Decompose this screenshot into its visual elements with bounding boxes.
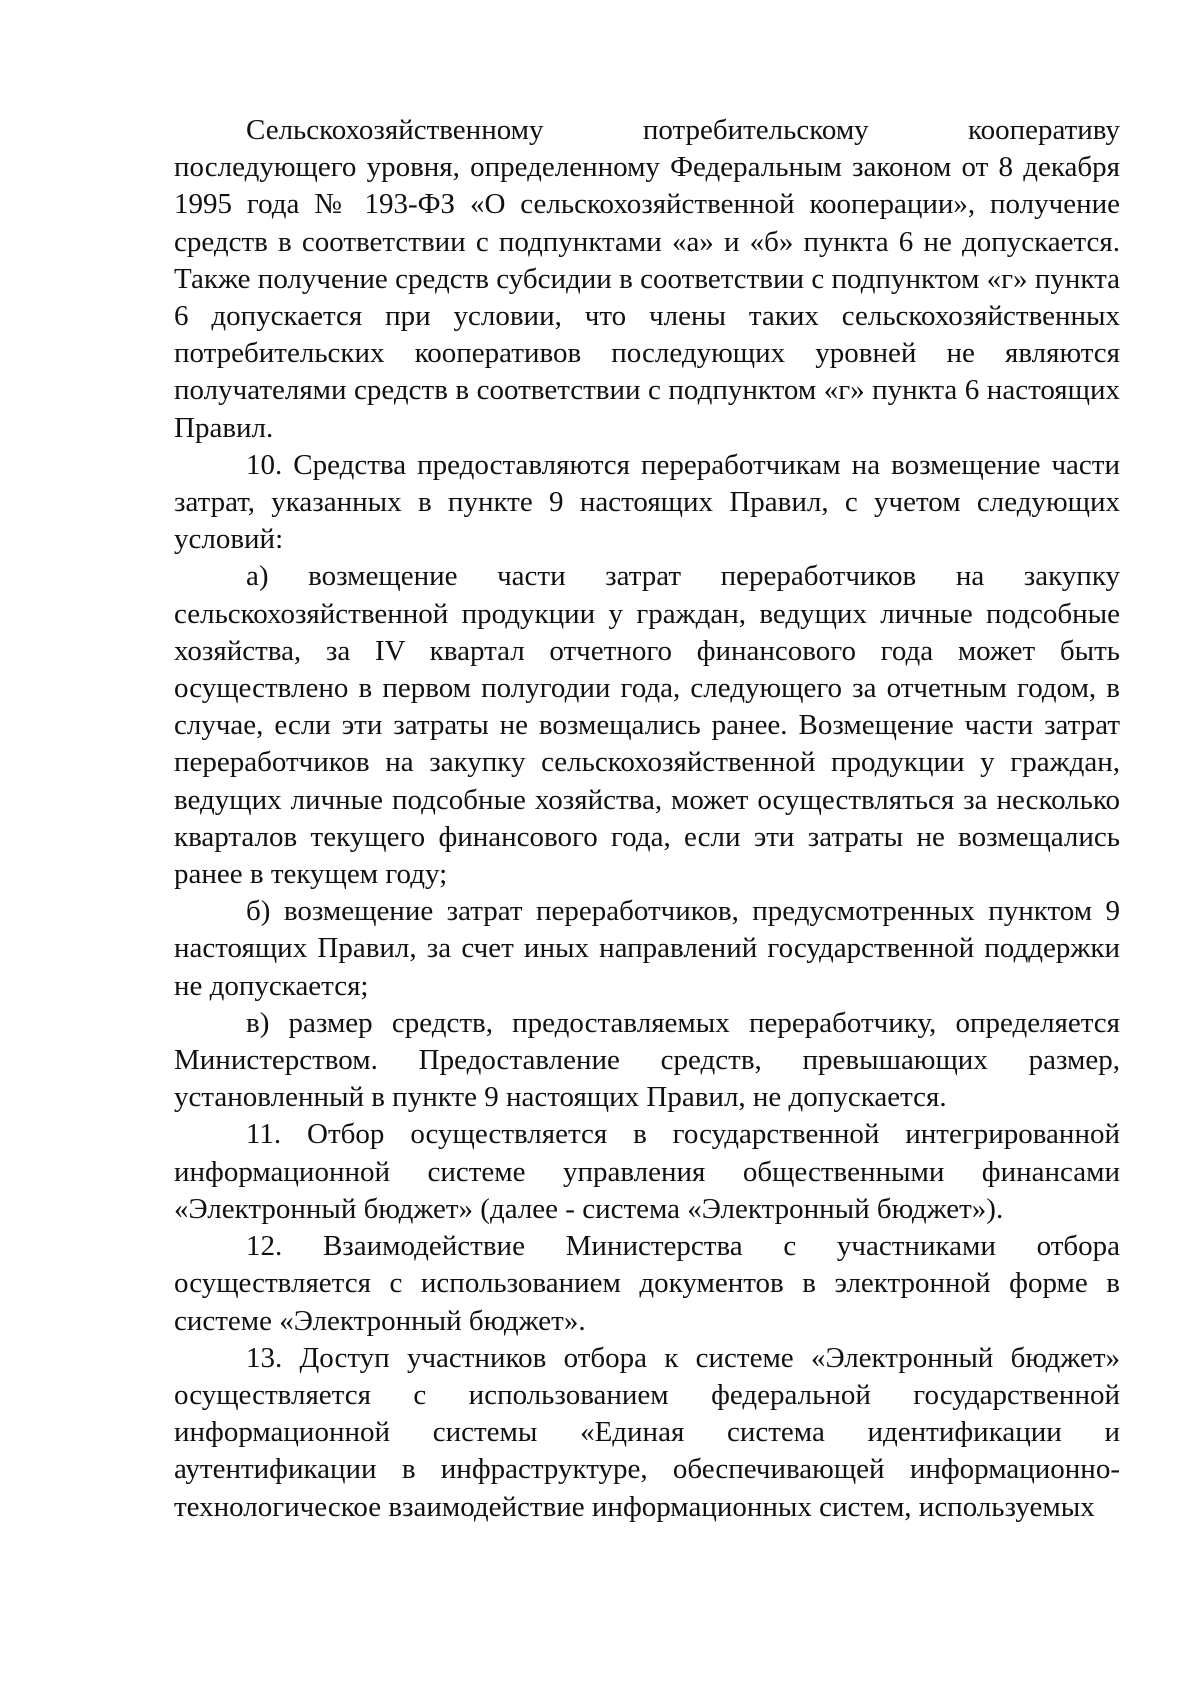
paragraph-clause-13: 13. Доступ участников отбора к системе «Электронный бюджет» осуществляется с использованием федеральной государственной информационной системы «Единая система идентификации и аутентификации в инфраструктуре, обеспечивающей информационно-технологическое взаимодействие информационных систем, используемых <box>174 1341 1120 1523</box>
paragraph-subclause-v: в) размер средств, предоставляемых переработчику, определяется Министерством. Предоставление средств, превышающих размер, установленный в пункте 9 настоящих Правил, не допускается. <box>174 1006 1120 1114</box>
paragraph-subclause-b: б) возмещение затрат переработчиков, предусмотренных пунктом 9 настоящих Правил, за счет иных направлений государственной поддержки не допускается; <box>174 895 1120 1002</box>
paragraph-clause-12: 12. Взаимодействие Министерства с участниками отбора осуществляется с использованием документов в электронной форме в системе «Электронный бюджет». <box>174 1230 1120 1337</box>
paragraph-clause-10: 10. Средства предоставляются переработчикам на возмещение части затрат, указанных в пункте 9 настоящих Правил, с учетом следующих условий: <box>174 448 1120 556</box>
paragraph-subclause-a: а) возмещение части затрат переработчиков на закупку сельскохозяйственной продукции у граждан, ведущих личные подсобные хозяйства, за IV квартал отчетного финансового года может быть осуществлено в первом полугодии года, следующего за отчетным годом, в случае, если эти затраты не возмещались ранее. Возмещение части затрат переработчиков на закупку сельскохозяйственной продукции у граждан, ведущих личные подсобные хозяйства, может осуществляться за несколько кварталов текущего финансового года, если эти затраты не возмещались ранее в текущем году; <box>174 560 1120 891</box>
paragraph-clause-11: 11. Отбор осуществляется в государственной интегрированной информационной системе управления общественными финансами «Электронный бюджет» (далее - система «Электронный бюджет»). <box>174 1118 1120 1225</box>
document-page <box>174 112 1120 1526</box>
paragraph-cooperative-level: Сельскохозяйственному потребительскому кооперативу последующего уровня, определенному Федеральным законом от 8 декабря 1995 года № 193-ФЗ «О сельскохозяйственной кооперации», получение средств в соответствии с подпунктами «а» и «б» пункта 6 не допускается. Также получение средств субсидии в соответствии с подпунктом «г» пункта 6 допускается при условии, что члены таких сельскохозяйственных потребительских кооперативов последующих уровней не являются получателями средств в соответствии с подпунктом «г» пункта 6 настоящих Правил. <box>174 114 1120 444</box>
